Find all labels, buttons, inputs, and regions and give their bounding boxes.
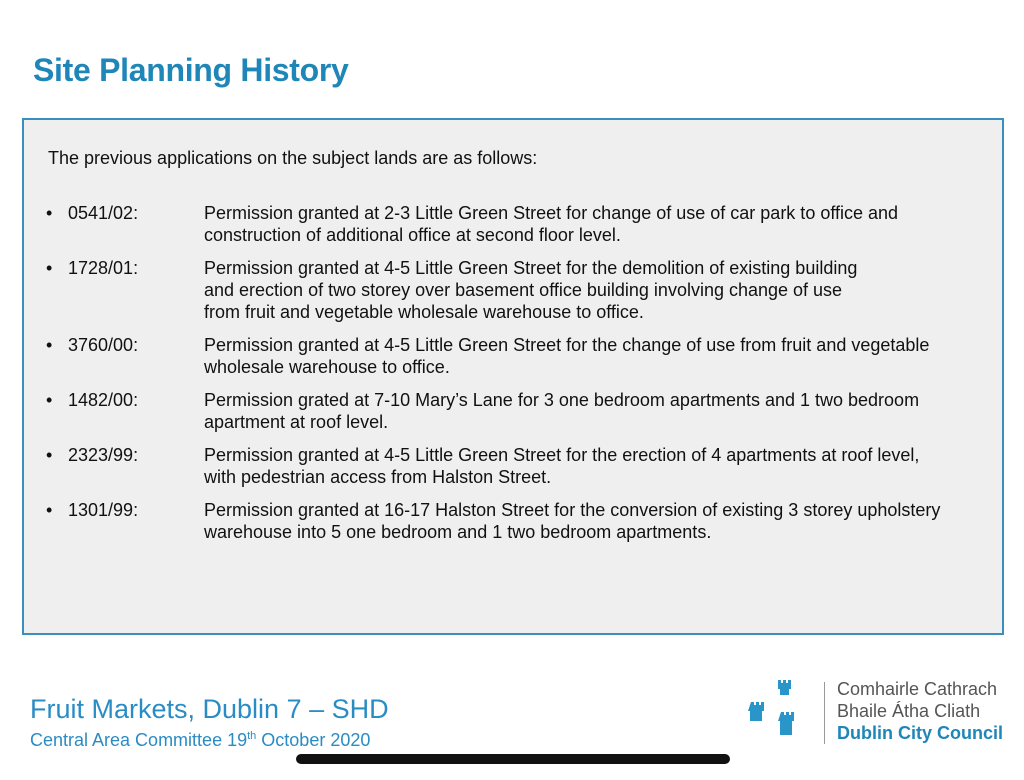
council-logo bbox=[748, 678, 1008, 748]
application-ref: 2323/99: bbox=[68, 445, 139, 465]
footer-title: Fruit Markets, Dublin 7 – SHD bbox=[30, 694, 389, 724]
date-rest: October 2020 bbox=[256, 730, 371, 750]
application-description: Permission granted at 16-17 Halston Street for the conversion of existing 3 storey upholstery warehouse into 5 one bedroom and 1 two bedroom apartments. bbox=[204, 500, 941, 542]
list-item bbox=[46, 202, 976, 246]
committee-text: Central Area Committee 19 bbox=[30, 730, 248, 750]
application-ref: 3760/00: bbox=[68, 335, 139, 355]
application-description: Permission grated at 7-10 Mary’s Lane for 3 one bedroom apartments and 1 two bedroom apartment at roof level. bbox=[204, 390, 920, 432]
application-ref: 0541/02: bbox=[68, 203, 139, 223]
application-description: Permission granted at 4-5 Little Green Street for the demolition of existing building and erection of two storey over basement office building involving change of use from fruit and vegetable wholesale warehouse to office. bbox=[204, 258, 858, 322]
list-item bbox=[46, 389, 976, 433]
bullet: • bbox=[46, 445, 53, 465]
list-item bbox=[46, 499, 976, 543]
list-item bbox=[46, 444, 976, 488]
applications-list bbox=[46, 202, 976, 554]
date-suffix: th bbox=[247, 730, 257, 742]
application-ref: 1482/00: bbox=[68, 390, 139, 410]
bullet: • bbox=[46, 390, 53, 410]
intro-text: The previous applications on the subject lands are as follows: bbox=[48, 148, 538, 168]
application-ref: 1301/99: bbox=[68, 500, 139, 520]
slide-title: Site Planning History bbox=[33, 52, 349, 88]
application-ref: 1728/01: bbox=[68, 258, 139, 278]
application-description: Permission granted at 4-5 Little Green Street for the erection of 4 apartments at roof level, with pedestrian access from Halston Street. bbox=[204, 445, 920, 487]
logo-divider bbox=[824, 682, 825, 744]
bullet: • bbox=[46, 258, 53, 278]
list-item bbox=[46, 257, 976, 323]
logo-line-irish-2: Bhaile Átha Cliath bbox=[837, 701, 981, 721]
application-description: Permission granted at 4-5 Little Green Street for the change of use from fruit and vegetable wholesale warehouse to office. bbox=[204, 335, 930, 377]
bullet: • bbox=[46, 335, 53, 355]
footer-committee bbox=[30, 730, 370, 751]
content-box bbox=[22, 118, 1004, 635]
application-description: Permission granted at 2-3 Little Green Street for change of use of car park to office and construction of additional office at second floor level. bbox=[204, 203, 899, 245]
logo-line-irish-1: Comhairle Cathrach bbox=[837, 679, 998, 699]
list-item bbox=[46, 334, 976, 378]
castles-icon bbox=[748, 678, 820, 748]
bullet: • bbox=[46, 500, 53, 520]
bullet: • bbox=[46, 203, 53, 223]
logo-line-english: Dublin City Council bbox=[837, 723, 1003, 743]
home-indicator[interactable] bbox=[296, 754, 730, 764]
logo-text bbox=[837, 678, 1003, 744]
